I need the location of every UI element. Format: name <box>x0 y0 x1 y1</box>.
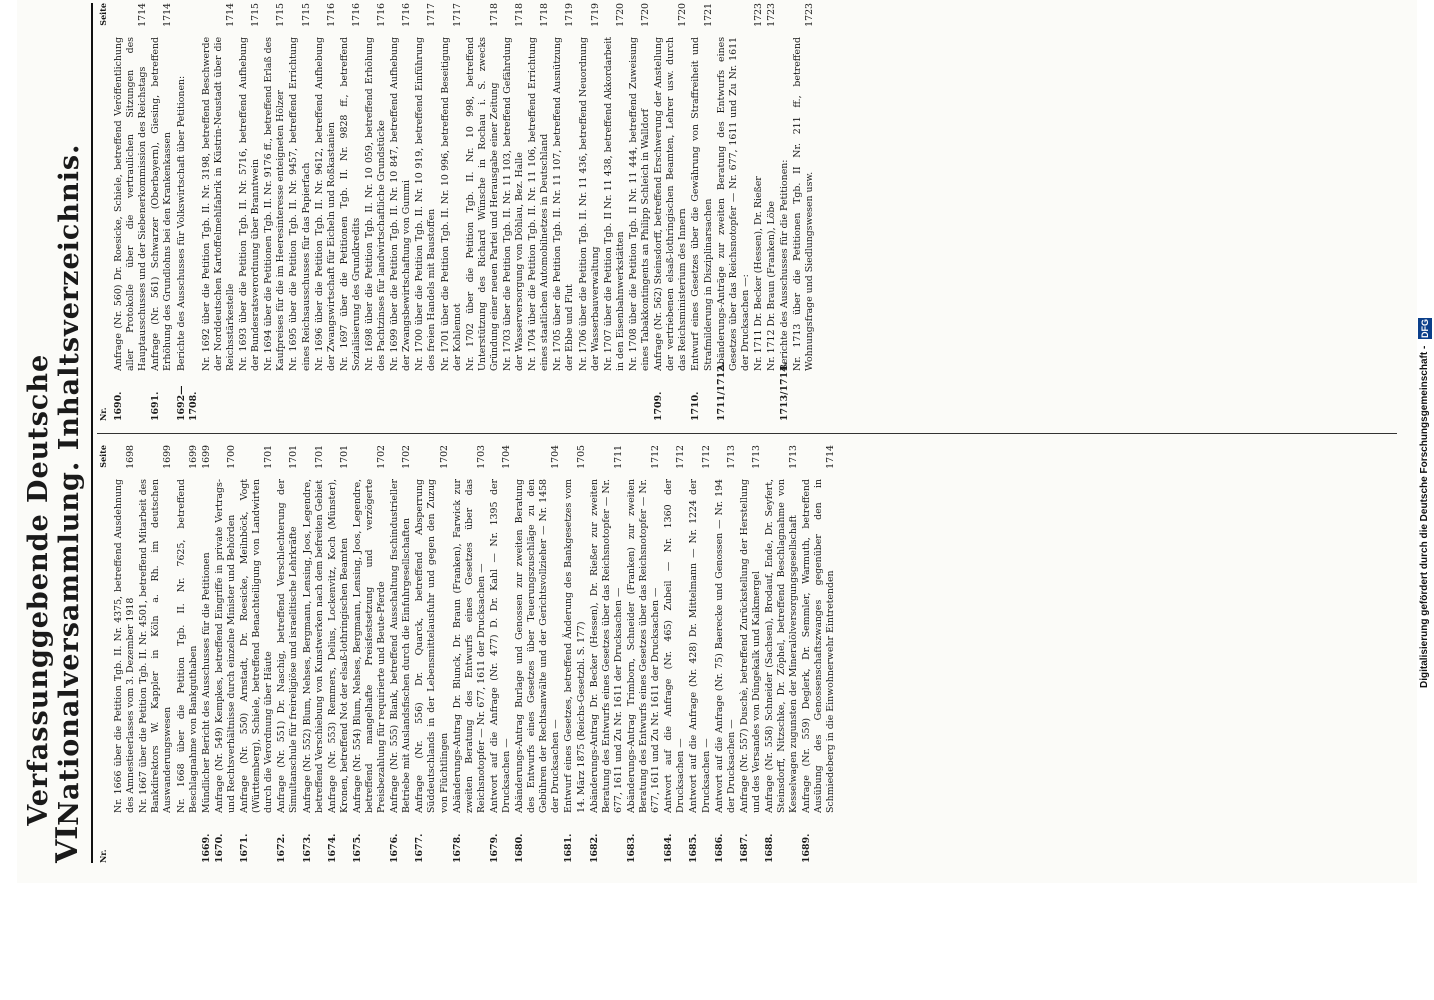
toc-entry <box>113 3 149 421</box>
entry-text: Anfrage (Nr. 562) Steinsdorff, betreffend Erschwerung der Anstellung der vertriebenen elsaß-lothringischen Beamten, Lehrer usw. durch das Reichsministerium des Innern <box>653 37 689 371</box>
entry-page: 1702 <box>438 445 450 469</box>
entry-page: 1716 <box>350 3 362 27</box>
right-column-header <box>97 3 109 421</box>
entry-text: Entwurf eines Gesetzes über die Gewährung von Straffreiheit und Strafmilderung in Disziplinarsachen <box>690 37 714 371</box>
entry-text: Nr. 1702 über die Petition Tgb. II. Nr. 10 998, betreffend Unterstützung des Richard Wünsche in Rochau i. S. zwecks Gründung einer neuen Partei und Herausgabe einer Zeitung <box>464 37 500 371</box>
toc-entry <box>628 3 652 371</box>
toc-entry <box>603 3 627 371</box>
entry-text: Anfrage (Nr. 560) Dr. Roesicke, Schiele, betreffend Veröffentlichung aller Protokolle über die vertraulichen Sitzungen des Hauptausschusses und der Siebenerkommission des Reichstags <box>113 37 149 371</box>
toc-entry <box>201 3 237 371</box>
entry-page: 1719 <box>589 3 601 27</box>
entry-text: Nr. 1668 über die Petition Tgb. II. Nr. 7625, betreffend Beschlagnahme von Bankguthaben <box>175 479 199 813</box>
entry-page: 1712 <box>700 445 712 469</box>
entry-number: 1684. <box>663 833 675 863</box>
toc-entry <box>690 3 714 421</box>
entry-text: Anfrage (Nr. 549) Kempkes, betreffend Eingriffe in private Vertrags- und Rechtsverhältnisse durch einzelne Minister und Behörden <box>213 479 237 813</box>
entry-text: Anfrage (Nr. 559) Deglerk, Dr. Semmler, Warmuth, betreffend Ausübung des Genossenschaftszwanges gegenüber den in Schmiedeberg in die Einwohnerwehr Eintretenden <box>801 479 837 813</box>
entry-text: Anfrage (Nr. 553) Remmers, Delius, Lockenvitz, Koch (Münster), Kronen, betreffend Not der elsaß-lothringischen Beamten <box>326 479 350 813</box>
entry-number: 1673. <box>301 833 313 863</box>
entry-number: 1675. <box>351 833 363 863</box>
entry-number: 1690. <box>113 391 125 421</box>
toc-entry <box>176 445 200 813</box>
entry-page: 1713 <box>750 445 762 469</box>
toc-entry <box>138 445 174 813</box>
entry-text: Anfrage (Nr. 556) Dr. Quarck, betreffend Absperrung Süddeutschlands in der Lebensmittelausfuhr und gegen den Zuzug von Flüchtlingen <box>414 479 450 813</box>
entry-number: 1679. <box>488 833 500 863</box>
entry-number: 1685. <box>688 833 700 863</box>
column-head-page: Seite <box>98 445 108 468</box>
entry-page: 1721 <box>702 3 714 27</box>
entry-page: 1701 <box>263 445 275 469</box>
entry-text: Anfrage (Nr. 558) Schneider (Sachsen), Brodauf, Ende, Dr. Seyfert, Steinsdorff, Nitzschke, Dr. Zöphel, betreffend Beschlagnahme von Kesselwagen zugunsten der Mineralölversorgungsgesellschaft <box>763 479 800 813</box>
toc-entry <box>779 3 791 421</box>
entry-page: 1701 <box>338 445 350 469</box>
entry-page: 1720 <box>640 3 652 27</box>
entry-number: 1678. <box>451 833 463 863</box>
toc-entry <box>414 445 450 863</box>
entry-page: 1699 <box>187 445 199 469</box>
entry-text: Nr. 1695 über die Petition Tgb. II. Nr. 9457, betreffend Errichtung eines Reichsausschusses für das Papierfach <box>288 37 312 371</box>
entry-text: Mündlicher Bericht des Ausschusses für die Petitionen <box>200 552 212 813</box>
entry-text: Antwort auf die Anfrage (Nr. 428) Dr. Mittelmann — Nr. 1224 der Drucksachen — <box>688 479 712 813</box>
column-divider <box>97 433 1397 434</box>
toc-entry <box>801 445 837 863</box>
entry-page: 1723 <box>765 3 777 27</box>
toc-entry <box>288 3 312 371</box>
entry-number: 1686. <box>713 833 725 863</box>
toc-entry <box>578 3 602 371</box>
toc-entry <box>414 3 438 371</box>
entry-page: 1700 <box>225 445 237 469</box>
toc-entry <box>688 445 712 863</box>
entry-text: Nr. 1706 über die Petition Tgb. II. Nr. 11 436, betreffend Neuordnung der Wasserbauverwaltung <box>577 37 601 371</box>
entry-page: 1712 <box>650 445 662 469</box>
left-column <box>97 445 1397 863</box>
entry-text: Anfrage (Nr. 557) Duschè, betreffend Zurückstellung der Herstellung und des Versandes von Düngekalk und Kalkmergel <box>738 479 762 813</box>
toc-entry <box>739 445 763 863</box>
digitization-text: Digitalisierung gefördert durch die Deutsche Forschungsgemeinschaft - <box>1419 345 1430 688</box>
entry-text: Anfrage (Nr. 550) Arnstadt, Dr. Roesicke, Meilnböck, Vogt (Württemberg), Schiele, betreffend Benachteiligung von Landwirten durch die Verordnung über Häute <box>239 479 275 813</box>
entry-text: Antwort auf die Anfrage (Nr. 75) Baerecke und Genossen — Nr. 194 der Drucksachen — <box>713 479 737 813</box>
entry-page: 1715 <box>250 3 262 27</box>
entry-text: Berichte des Ausschusses für die Petitionen: <box>779 159 791 371</box>
entry-text: Nr. 1698 über die Petition Tgb. II. Nr. 10 059, betreffend Erhöhung des Pachtzinses für landwirtschaftliche Grundstücke <box>363 37 388 371</box>
entry-page: 1704 <box>501 445 512 469</box>
entry-number: 1671. <box>239 833 251 863</box>
entry-number: 1687. <box>738 833 750 863</box>
entry-text: Nr. 1703 über die Petition Tgb. II. Nr. 11 103, betreffend Gefährdung der Wasserversorgung von Döhlau, Bez. Halle <box>502 37 526 371</box>
entry-page: 1716 <box>376 3 388 27</box>
toc-entry <box>276 445 300 863</box>
entry-text: Nr. 1707 über die Petition Tgb. II Nr. 11 438, betreffend Akkordarbeit in den Eisenbahnwerkstätten <box>602 37 626 371</box>
entry-page: 1718 <box>488 3 500 27</box>
entry-page: 1720 <box>614 3 626 27</box>
entry-number: 1691. <box>150 391 162 421</box>
entry-page: 1715 <box>300 3 312 27</box>
entry-page: 1699 <box>200 445 212 469</box>
toc-entry <box>514 445 562 863</box>
entry-page: 1714 <box>162 3 174 27</box>
toc-entry <box>563 445 587 863</box>
toc-entry <box>552 3 576 371</box>
toc-entry <box>389 3 413 371</box>
entry-number: 1713/1714. <box>779 362 791 421</box>
toc-entry <box>714 445 738 863</box>
entry-page: 1702 <box>401 445 413 469</box>
entry-page: 1719 <box>564 3 576 27</box>
entry-number: 1709. <box>653 391 665 421</box>
entry-text: Anfrage (Nr. 561) Schwarzer (Oberbayern), Giesing, betreffend Erhöhung des Grundlohns bei den Krankenkassen <box>150 37 174 371</box>
entry-number: 1683. <box>625 833 637 863</box>
right-entries <box>113 3 816 421</box>
toc-entry <box>764 445 800 863</box>
entry-number: 1669. <box>200 833 212 863</box>
toc-entry <box>314 3 338 371</box>
toc-entry <box>489 445 513 863</box>
entry-text: Antwort auf die Anfrage (Nr. 465) Zubeil — Nr. 1360 der Drucksachen — <box>663 479 687 813</box>
entry-text: Abänderungs-Antrag Dr. Blunck, Dr. Braun (Franken), Farwick zur zweiten Beratung des Entwurfs eines Gesetzes über das Reichsnotopfer — Nr. 677, 1611 der Drucksachen — <box>451 479 487 813</box>
toc-entry <box>389 445 413 863</box>
column-head-number: Nr. <box>98 849 108 863</box>
entry-page: 1714 <box>224 3 236 27</box>
entry-number: 1682. <box>588 833 600 863</box>
digitization-note <box>1418 8 1432 688</box>
entry-text: Nr. 1699 über die Petition Tgb. II. Nr. 10 847, betreffend Aufhebung der Zwangsbewirtschaftung von Gummi <box>389 37 413 371</box>
entry-page: 1714 <box>137 3 149 27</box>
toc-entry <box>452 445 488 863</box>
entry-page: 1723 <box>752 3 764 27</box>
right-column <box>97 3 1397 421</box>
entry-text: Nr. 1708 über die Petition Tgb. II Nr. 11 444, betreffend Zuweisung eines Tabakkontingents an Philipp Schleich in Walldorf <box>627 37 652 371</box>
toc-entry <box>263 3 287 371</box>
entry-page: 1717 <box>426 3 438 27</box>
toc-entry <box>214 445 238 863</box>
entry-page: 1699 <box>162 445 174 469</box>
entry-text: Nr. 1713 über die Petitionen Tgb. II Nr. 211 ff., betreffend Wohnungsfrage und Siedlungswesen usw. <box>792 37 816 371</box>
entry-page: 1718 <box>539 3 551 27</box>
left-entries <box>113 445 837 863</box>
entry-page: 1703 <box>475 445 487 469</box>
entry-page: 1702 <box>376 445 388 469</box>
toc-entry <box>150 3 174 421</box>
toc-entry <box>238 3 262 371</box>
page-header <box>23 3 93 863</box>
entry-page: 1720 <box>677 3 689 27</box>
entry-page: 1718 <box>514 3 526 27</box>
toc-entry <box>239 445 275 863</box>
toc-entry <box>364 3 388 371</box>
toc-entry <box>302 445 326 863</box>
entry-number: 1680. <box>514 833 526 863</box>
column-head-page: Seite <box>98 3 108 26</box>
entry-text: Nr. 1697 über die Petitionen Tgb. II. Nr. 9828 ff., betreffend Sozialisierung des Grundkredits <box>338 37 362 371</box>
toc-entry <box>653 3 689 421</box>
entry-page: 1701 <box>288 445 300 469</box>
entry-text: Abänderungs-Anträge zur zweiten Beratung des Entwurfs eines Gesetzes über das Reichsnotopfer — Nr. 677, 1611 und Zu Nr. 1611 der Drucksachen —: <box>715 37 751 371</box>
entry-page: 1698 <box>125 445 137 469</box>
entry-number: 1670. <box>213 833 225 863</box>
toc-entry <box>176 3 200 421</box>
entry-text: Nr. 1700 über die Petition Tgb. II. Nr. 10 919, betreffend Einführung des freien Handels mit Baustoffen <box>414 37 438 371</box>
dfg-logo: DFG <box>1420 318 1430 338</box>
entry-text: Nr. 1705 über die Petition Tgb. II. Nr. 11 107, betreffend Ausnützung der Ebbe und Flut <box>552 37 576 371</box>
entry-text: Nr. 1667 über die Petition Tgb. II. Nr. 4501, betreffend Mitarbeit des Bankdirektors W. Kappler in Köln a. Rh. im deutschen Auswanderungswesen <box>138 479 174 813</box>
entry-page: 1715 <box>275 3 287 27</box>
entry-text: Nr. 1694 über die Petitionen Tgb. II. Nr. 9176 ff., betreffend Erlaß des Kaufpreises für die im Heeresinteresse enteigneten Hölzer <box>263 37 287 371</box>
entry-page: 1711 <box>612 445 624 469</box>
entry-number: 1674. <box>326 833 338 863</box>
entry-text: Nr. 1712 Dr. Braun (Franken), Löbe <box>765 201 777 371</box>
toc-entry <box>339 3 363 371</box>
entry-number: 1692—1708. <box>175 385 199 421</box>
page-number: VI <box>50 825 85 863</box>
toc-entry <box>527 3 551 371</box>
toc-entry <box>327 445 351 863</box>
entry-page: 1716 <box>401 3 413 27</box>
entry-text: Nr. 1711 Dr. Becker (Hessen), Dr. Rießer <box>752 176 764 371</box>
toc-entry <box>766 3 778 371</box>
entry-page: 1713 <box>725 445 737 469</box>
toc-entry <box>716 3 752 421</box>
entry-text: Anfrage (Nr. 554) Blum, Nehses, Bergmann, Lensing, Joos, Legendre, betreffend mangelhafte Preisfestsetzung und verzögerte Preisbezahlung für requirierte und Beute-Pferde <box>351 479 388 813</box>
entry-page: 1701 <box>313 445 325 469</box>
entry-text: Nr. 1692 über die Petition Tgb. II. Nr. 3198, betreffend Beschwerde der Norddeutschen Kartoffelmehlfabrik in Küstrin-Neustadt über die Reichsstärkestelle <box>200 37 236 371</box>
entry-page: 1712 <box>675 445 687 469</box>
entry-number: 1681. <box>563 833 575 863</box>
page-title: Verfassunggebende Deutsche Nationalversammlung. Inhaltsverzeichnis. <box>23 143 85 826</box>
entry-page: 1713 <box>788 445 800 469</box>
entry-text: Nr. 1693 über die Petition Tgb. II. Nr. 5716, betreffend Aufhebung der Bundesratsverordnung über Branntwein <box>238 37 262 371</box>
entry-text: Berichte des Ausschusses für Volkswirtschaft über Petitionen: <box>175 75 187 371</box>
entry-text: Abänderungs-Antrag Dr. Becker (Hessen), Dr. Rießer zur zweiten Beratung des Entwurfs eines Gesetzes über das Reichsnotopfer — Nr. 677, 1611 und Zu Nr. 1611 der Drucksachen — <box>588 479 624 813</box>
toc-entry <box>626 445 662 863</box>
toc-entry <box>502 3 526 371</box>
toc-entry <box>201 445 213 863</box>
toc-entry <box>352 445 388 863</box>
entry-text: Nr. 1704 über die Petition Tgb. II. Nr. 11 106, betreffend Errichtung eines staatlichen Automobilnetzes in Deutschland <box>527 37 551 371</box>
toc-entry <box>663 445 687 863</box>
entry-number: 1677. <box>414 833 426 863</box>
entry-number: 1711/1712. <box>715 362 727 421</box>
entry-number: 1672. <box>276 833 288 863</box>
column-head-number: Nr. <box>98 407 108 421</box>
entry-text: Anfrage (Nr. 551) Dr. Naschig, betreffend Verschlechterung der Simultanschule für freireligiöse und israelitische Lehrkräfte <box>276 479 300 813</box>
entry-page: 1717 <box>451 3 463 27</box>
entry-page: 1704 <box>550 445 562 469</box>
entry-text: Anfrage (Nr. 552) Blum, Nehses, Bergmann, Lensing, Joos, Legendre, betreffend Verschiebung von Kunstwerken nach dem befreiten Gebiet <box>301 479 325 813</box>
toc-entry <box>440 3 464 371</box>
entry-number: 1688. <box>763 833 775 863</box>
entry-page: 1714 <box>825 445 837 469</box>
entry-text: Anfrage (Nr. 555) Blank, betreffend Ausschaltung fischindustrieller Betriebe mit Auslandsfischen durch die Einfuhrgesellschaften <box>389 479 413 813</box>
entry-page: 1716 <box>325 3 337 27</box>
entry-text: Nr. 1701 über die Petition Tgb. II. Nr. 10 996, betreffend Beseitigung der Kohlennot <box>439 37 463 371</box>
entry-text: Abänderungs-Antrag Trimborn, Schneider (Franken) zur zweiten Beratung des Entwurfs eines Gesetzes über das Reichsnotopfer — Nr. 677, 1611 und Zu Nr. 1611 der Drucksachen — <box>625 479 662 813</box>
entry-text: Nr. 1666 über die Petition Tgb. II. Nr. 4375, betreffend Ausdehnung des Amnestieerlasses vom 3. Dezember 1918 <box>113 479 137 813</box>
entry-number: 1689. <box>801 833 813 863</box>
entry-number: 1676. <box>389 833 401 863</box>
document-page <box>17 0 1417 883</box>
entry-page: 1723 <box>804 3 816 27</box>
entry-number: 1710. <box>690 391 702 421</box>
entry-text: Antwort auf die Anfrage (Nr. 477) D. Dr. Kahl — Nr. 1395 der Drucksachen — <box>488 479 512 813</box>
entry-text: Abänderungs-Antrag Burlage und Genossen zur zweiten Beratung des Entwurfs eines Gesetzes über Teuerungszuschläge zu den Gebühren der Rechtsanwälte und der Gerichtsvollzieher — Nr. 1458 der Drucksachen — <box>514 479 562 813</box>
toc-entry <box>465 3 501 371</box>
toc-entry <box>589 445 625 863</box>
toc-entry <box>792 3 816 371</box>
entry-text: Entwurf eines Gesetzes, betreffend Änderung des Bankgesetzes vom 14. März 1875 (Reichs-Gesetzbl. S. 177) <box>563 479 587 813</box>
toc-entry <box>753 3 765 371</box>
entry-text: Nr. 1696 über die Petition Tgb. II. Nr. 9612, betreffend Aufhebung der Zwangswirtschaft für Eicheln und Roßkastanien <box>313 37 337 371</box>
entry-page: 1705 <box>575 445 587 469</box>
left-column-header <box>97 445 109 863</box>
toc-entry <box>113 445 137 813</box>
